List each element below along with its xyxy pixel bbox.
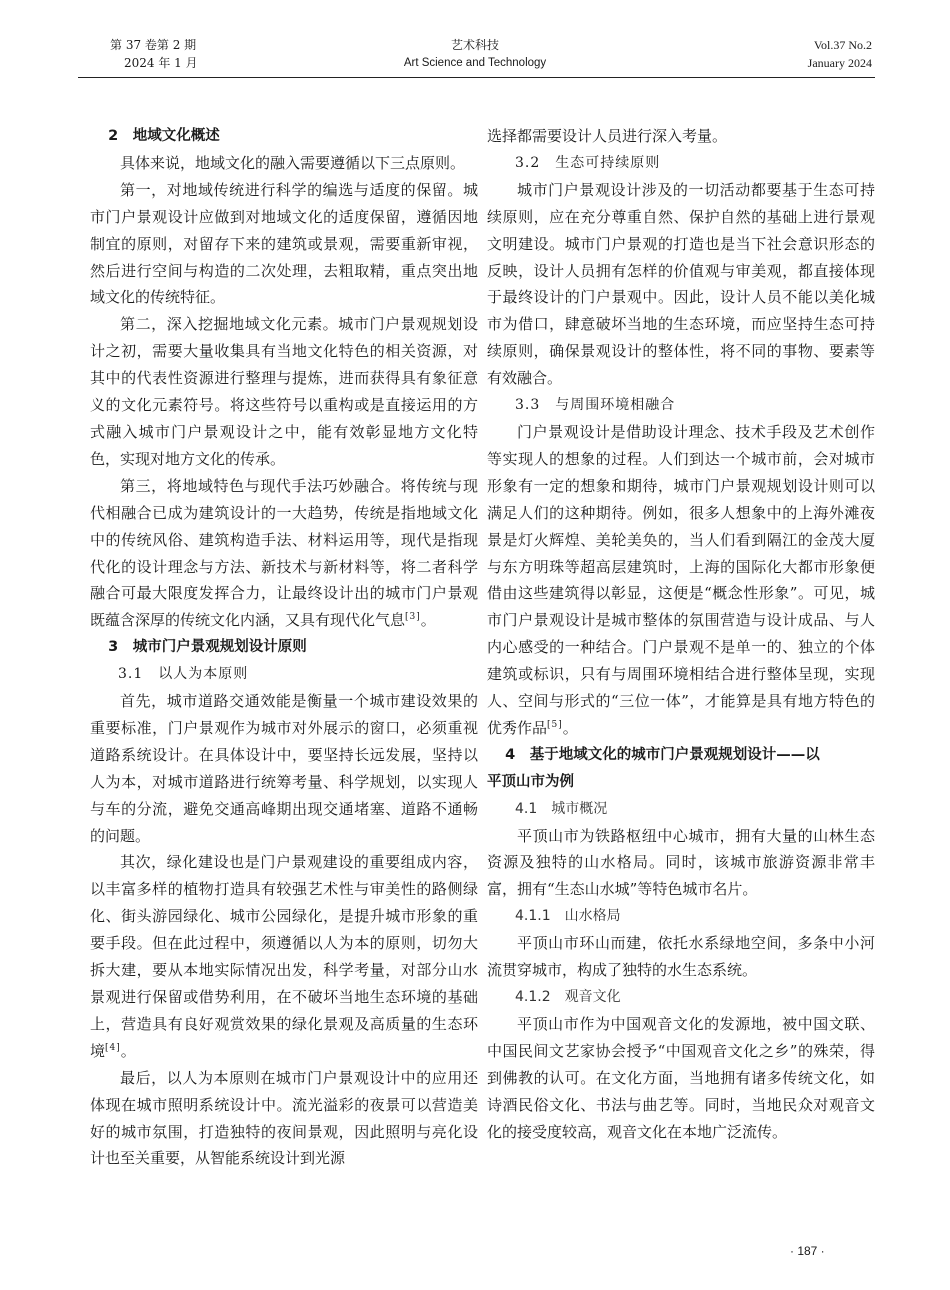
paragraph: 具体来说，地域文化的融入需要遵循以下三点原则。 <box>120 153 466 172</box>
issue-date-cn: 2024 年 1 月 <box>124 56 198 70</box>
paragraph-end: 。 <box>120 1041 136 1060</box>
section-2-heading: 2 地域文化概述 <box>108 128 220 144</box>
paragraph: 第二，深入挖掘地域文化元素。城市门户景观规划设计之初，需要大量收集具有当地文化特色的相关资源，对其中的代表性资源进行整理与提炼，进而获得具有象征意义的文化元素符号。将这些符号以重构或是直接运用的方式融入城市门户景观设计之中，能有效彰显地方文化特色，实现对地方文化的传承。 <box>90 315 478 468</box>
section-3-heading: 3 城市门户景观规划设计原则 <box>108 639 307 656</box>
paragraph: 平顶山市作为中国观音文化的发源地，被中国文联、中国民间文艺家协会授予“中国观音文化之乡”的殊荣，得到佛教的认可。在文化方面，当地拥有诸多传统文化，如诗酒民俗文化、书法与曲艺等。同时，当地民众对观音文化的接受度较高，观音文化在本地广泛流传。 <box>487 1014 875 1141</box>
citation-3: [3] <box>405 612 421 623</box>
page-number: · 187 · <box>790 1244 825 1258</box>
paragraph-end: 。 <box>420 611 436 630</box>
section-4-1-heading: 4.1 城市概况 <box>515 800 608 817</box>
paragraph: 首先，城市道路交通效能是衡量一个城市建设效果的重要标准，门户景观作为城市对外展示的窗口，必须重视道路系统设计。在具体设计中，要坚持长远发展，坚持以人为本，对城市道路进行统筹考量、科学规划，以实现人与车的分流，避免交通高峰期出现交通堵塞、道路不通畅的问题。 <box>90 692 478 845</box>
paragraph-end: 。 <box>562 718 578 737</box>
left-column <box>90 123 478 1172</box>
section-3-2-heading: 3.2 生态可持续原则 <box>515 154 661 171</box>
issue-date-en: January 2024 <box>807 56 872 70</box>
section-4-heading-cont: 平顶山市为例 <box>487 773 574 790</box>
journal-issue-en <box>760 36 872 72</box>
section-4-heading: 4 基于地域文化的城市门户景观规划设计——以 <box>505 746 820 763</box>
journal-title-en: Art Science and Technology <box>403 57 547 69</box>
paragraph <box>90 473 478 634</box>
paragraph-text: 第三，将地域特色与现代手法巧妙融合。将传统与现代相融合已成为建筑设计的一大趋势，传统是指地域文化中的传统风俗、建筑构造手法、材料运用等，现代是指现代化的设计理念与方法、新技术与新材料等，将二者科学融合可最大限度发挥合力，让最终设计出的城市门户景观既蕴含深厚的传统文化内涵，又具有现代化气息 <box>90 476 478 630</box>
volume-issue-cn: 第 37 卷第 2 期 <box>110 38 197 52</box>
paragraph-continued: 选择都需要设计人员进行深入考量。 <box>487 127 728 145</box>
section-3-3-heading: 3.3 与周围环境相融合 <box>515 397 676 414</box>
section-3-1-heading: 3.1 以人为本原则 <box>118 666 249 683</box>
journal-title-cn: 艺术科技 <box>450 38 499 52</box>
paragraph: 平顶山市环山而建，依托水系绿地空间，多条中小河流贯穿城市，构成了独特的水生态系统。 <box>487 934 875 980</box>
volume-issue-en: Vol.37 No.2 <box>813 38 872 52</box>
section-4-1-2-heading: 4.1.2 观音文化 <box>515 989 621 1005</box>
paragraph <box>487 419 875 742</box>
section-4-1-1-heading: 4.1.1 山水格局 <box>515 908 621 925</box>
citation-4: [4] <box>105 1042 121 1053</box>
right-column <box>487 123 875 1145</box>
paragraph: 最后，以人为本原则在城市门户景观设计中的应用还体现在城市照明系统设计中。流光溢彩的夜景可以营造美好的城市氛围，打造独特的夜间景观，因此照明与亮化设计也至关重要，从智能系统设计到光源 <box>90 1068 478 1168</box>
paragraph-text: 其次，绿化建设也是门户景观建设的重要组成内容，以丰富多样的植物打造具有较强艺术性与审美性的路侧绿化、街头游园绿化、城市公园绿化，是提升城市形象的重要手段。但在此过程中，须遵循以人为本的原则，切勿大拆大建，要从本地实际情况出发，科学考量，对部分山水景观进行保留或借势利用，在不破坏当地生态环境的基础上，营造具有良好观赏效果的绿化景观及高质量的生态环境 <box>90 853 478 1060</box>
citation-5: [5] <box>547 719 563 730</box>
page-header <box>0 0 950 80</box>
paragraph <box>90 849 478 1064</box>
paragraph: 城市门户景观设计涉及的一切活动都要基于生态可持续原则，应在充分尊重自然、保护自然的基础上进行景观文明建设。城市门户景观的打造也是当下社会意识形态的反映，设计人员拥有怎样的价值观与审美观，都直接体现于最终设计的门户景观中。因此，设计人员不能以美化城市为借口，肆意破坏当地的生态环境，而应坚持生态可持续原则，确保景观设计的整体性，将不同的事物、要素等有效融合。 <box>487 180 875 388</box>
paragraph-text: 门户景观设计是借助设计理念、技术手段及艺术创作等实现人的想象的过程。人们到达一个城市前，会对城市形象有一定的想象和期待，城市门户景观规划设计则可以满足人们的这种期待。例如，很多人想象中的上海外滩夜景是灯火辉煌、美轮美奂的，当人们看到隔江的金茂大厦与东方明珠等超高层建筑时，上海的国际化大都市形象便借由这些建筑得以彰显，这便是“概念性形象”。可见，城市门户景观设计是城市整体的氛围营造与设计成品、与人内心感受的一种结合。门户景观不是单一的、独立的个体建筑或标识，只有与周围环境相结合进行整体呈现，实现人、空间与形式的“三位一体”，才能算是具有地方特色的优秀作品 <box>487 422 875 737</box>
paragraph: 第一，对地域传统进行科学的编选与适度的保留。城市门户景观设计应做到对地域文化的适度保留，遵循因地制宜的原则，对留存下来的建筑或景观，需要重新审视，然后进行空间与构造的二次处理，去粗取精，重点突出地域文化的传统特征。 <box>90 180 478 307</box>
paragraph: 平顶山市为铁路枢纽中心城市，拥有大量的山林生态资源及独特的山水格局。同时，该城市旅游资源非常丰富，拥有“生态山水城”等特色城市名片。 <box>487 826 875 899</box>
header-rule <box>78 77 875 78</box>
